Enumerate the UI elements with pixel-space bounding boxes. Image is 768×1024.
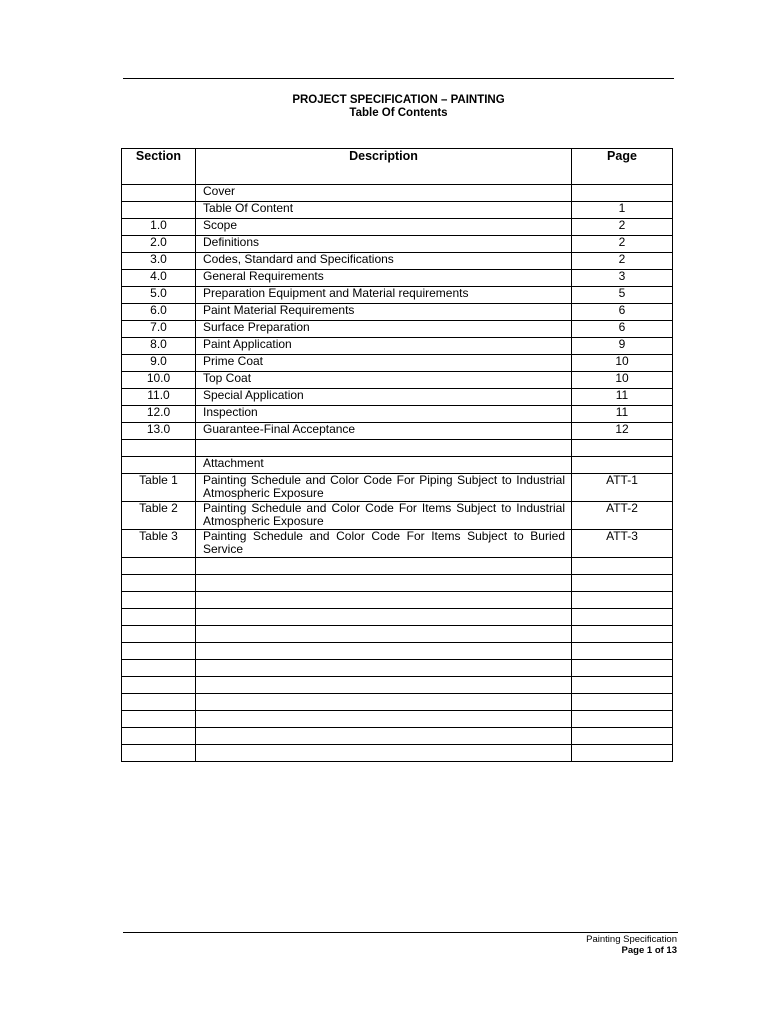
section-cell: 3.0	[122, 253, 196, 270]
description-cell: Paint Material Requirements	[196, 304, 572, 321]
page-cell: ATT-3	[572, 530, 673, 558]
page-cell	[572, 677, 673, 694]
table-header-row	[122, 149, 673, 185]
table-row	[122, 287, 673, 304]
table-row	[122, 202, 673, 219]
table-row	[122, 253, 673, 270]
description-cell: Table Of Content	[196, 202, 572, 219]
page-cell: 3	[572, 270, 673, 287]
description-cell: Attachment	[196, 457, 572, 474]
page-cell: 1	[572, 202, 673, 219]
section-cell	[122, 575, 196, 592]
page-cell	[572, 643, 673, 660]
description-cell	[196, 592, 572, 609]
page-cell	[572, 694, 673, 711]
page-cell: 2	[572, 253, 673, 270]
description-cell	[196, 626, 572, 643]
section-cell: 2.0	[122, 236, 196, 253]
column-header-section: Section	[122, 149, 196, 185]
description-cell: Painting Schedule and Color Code For Piping Subject to Industrial Atmospheric Exposure	[196, 474, 572, 502]
page-cell: 6	[572, 304, 673, 321]
footer-rule	[123, 932, 678, 933]
title-block	[123, 94, 674, 120]
table-row	[122, 728, 673, 745]
column-header-description: Description	[196, 149, 572, 185]
section-cell: 13.0	[122, 423, 196, 440]
section-cell: 5.0	[122, 287, 196, 304]
description-cell: Paint Application	[196, 338, 572, 355]
table-row	[122, 423, 673, 440]
table-row	[122, 660, 673, 677]
section-cell: 1.0	[122, 219, 196, 236]
section-cell	[122, 592, 196, 609]
page-cell: 6	[572, 321, 673, 338]
footer-page-number: Page 1 of 13	[621, 945, 677, 956]
description-cell: General Requirements	[196, 270, 572, 287]
page-cell	[572, 728, 673, 745]
page-cell: 10	[572, 355, 673, 372]
description-cell	[196, 558, 572, 575]
description-cell: Inspection	[196, 406, 572, 423]
document-subtitle: Table Of Contents	[349, 107, 448, 119]
table-row	[122, 389, 673, 406]
description-cell	[196, 728, 572, 745]
description-cell: Prime Coat	[196, 355, 572, 372]
table-row	[122, 711, 673, 728]
page-footer	[586, 934, 677, 956]
page-cell	[572, 185, 673, 202]
page-cell	[572, 660, 673, 677]
description-cell	[196, 609, 572, 626]
page-cell	[572, 440, 673, 457]
section-cell	[122, 677, 196, 694]
page-cell: 9	[572, 338, 673, 355]
description-cell: Definitions	[196, 236, 572, 253]
section-cell	[122, 558, 196, 575]
section-cell: Table 2	[122, 502, 196, 530]
section-cell: 11.0	[122, 389, 196, 406]
section-cell	[122, 457, 196, 474]
description-cell: Top Coat	[196, 372, 572, 389]
section-cell	[122, 643, 196, 660]
page-cell	[572, 575, 673, 592]
page-cell: 2	[572, 219, 673, 236]
section-cell	[122, 626, 196, 643]
table-row	[122, 440, 673, 457]
description-cell	[196, 694, 572, 711]
section-cell: Table 1	[122, 474, 196, 502]
description-cell	[196, 643, 572, 660]
page-cell	[572, 626, 673, 643]
table-row	[122, 270, 673, 287]
page-cell: 12	[572, 423, 673, 440]
section-cell: 6.0	[122, 304, 196, 321]
table-row	[122, 338, 673, 355]
page-cell: 11	[572, 406, 673, 423]
table-row	[122, 609, 673, 626]
table-row	[122, 304, 673, 321]
section-cell	[122, 711, 196, 728]
table-row	[122, 236, 673, 253]
table-row	[122, 592, 673, 609]
contents-table	[121, 148, 673, 762]
section-cell	[122, 660, 196, 677]
section-cell: 12.0	[122, 406, 196, 423]
description-cell	[196, 440, 572, 457]
table-row	[122, 745, 673, 762]
table-row	[122, 643, 673, 660]
description-cell: Codes, Standard and Specifications	[196, 253, 572, 270]
table-row	[122, 530, 673, 558]
table-row	[122, 558, 673, 575]
footer-document-name: Painting Specification	[586, 934, 677, 945]
page-cell	[572, 711, 673, 728]
description-cell	[196, 660, 572, 677]
description-cell: Painting Schedule and Color Code For Items Subject to Industrial Atmospheric Exposure	[196, 502, 572, 530]
description-cell: Guarantee-Final Acceptance	[196, 423, 572, 440]
page-cell: 5	[572, 287, 673, 304]
description-cell	[196, 575, 572, 592]
table-row	[122, 406, 673, 423]
table-row	[122, 219, 673, 236]
section-cell	[122, 185, 196, 202]
page-cell: 10	[572, 372, 673, 389]
description-cell: Special Application	[196, 389, 572, 406]
description-cell: Preparation Equipment and Material requirements	[196, 287, 572, 304]
page-cell: 2	[572, 236, 673, 253]
section-cell: 10.0	[122, 372, 196, 389]
description-cell: Painting Schedule and Color Code For Items Subject to Buried Service	[196, 530, 572, 558]
table-row	[122, 321, 673, 338]
section-cell: 8.0	[122, 338, 196, 355]
description-cell: Cover	[196, 185, 572, 202]
section-cell	[122, 202, 196, 219]
header-rule	[123, 78, 674, 79]
table-row	[122, 626, 673, 643]
section-cell	[122, 440, 196, 457]
page-cell	[572, 609, 673, 626]
table-row	[122, 372, 673, 389]
page-cell: 11	[572, 389, 673, 406]
description-cell: Scope	[196, 219, 572, 236]
description-cell	[196, 711, 572, 728]
section-cell: 4.0	[122, 270, 196, 287]
document-title: PROJECT SPECIFICATION – PAINTING	[292, 94, 505, 106]
column-header-page: Page	[572, 149, 673, 185]
table-row	[122, 185, 673, 202]
section-cell: Table 3	[122, 530, 196, 558]
description-cell	[196, 677, 572, 694]
table-row	[122, 474, 673, 502]
section-cell	[122, 728, 196, 745]
table-row	[122, 677, 673, 694]
page-cell: ATT-2	[572, 502, 673, 530]
page-cell	[572, 592, 673, 609]
table-row	[122, 457, 673, 474]
page-cell	[572, 558, 673, 575]
table-row	[122, 355, 673, 372]
section-cell	[122, 609, 196, 626]
description-cell	[196, 745, 572, 762]
section-cell	[122, 745, 196, 762]
section-cell: 9.0	[122, 355, 196, 372]
description-cell: Surface Preparation	[196, 321, 572, 338]
table-row	[122, 575, 673, 592]
contents-table-body	[122, 185, 673, 762]
page-cell: ATT-1	[572, 474, 673, 502]
table-row	[122, 502, 673, 530]
section-cell	[122, 694, 196, 711]
table-row	[122, 694, 673, 711]
page-cell	[572, 745, 673, 762]
section-cell: 7.0	[122, 321, 196, 338]
page-cell	[572, 457, 673, 474]
